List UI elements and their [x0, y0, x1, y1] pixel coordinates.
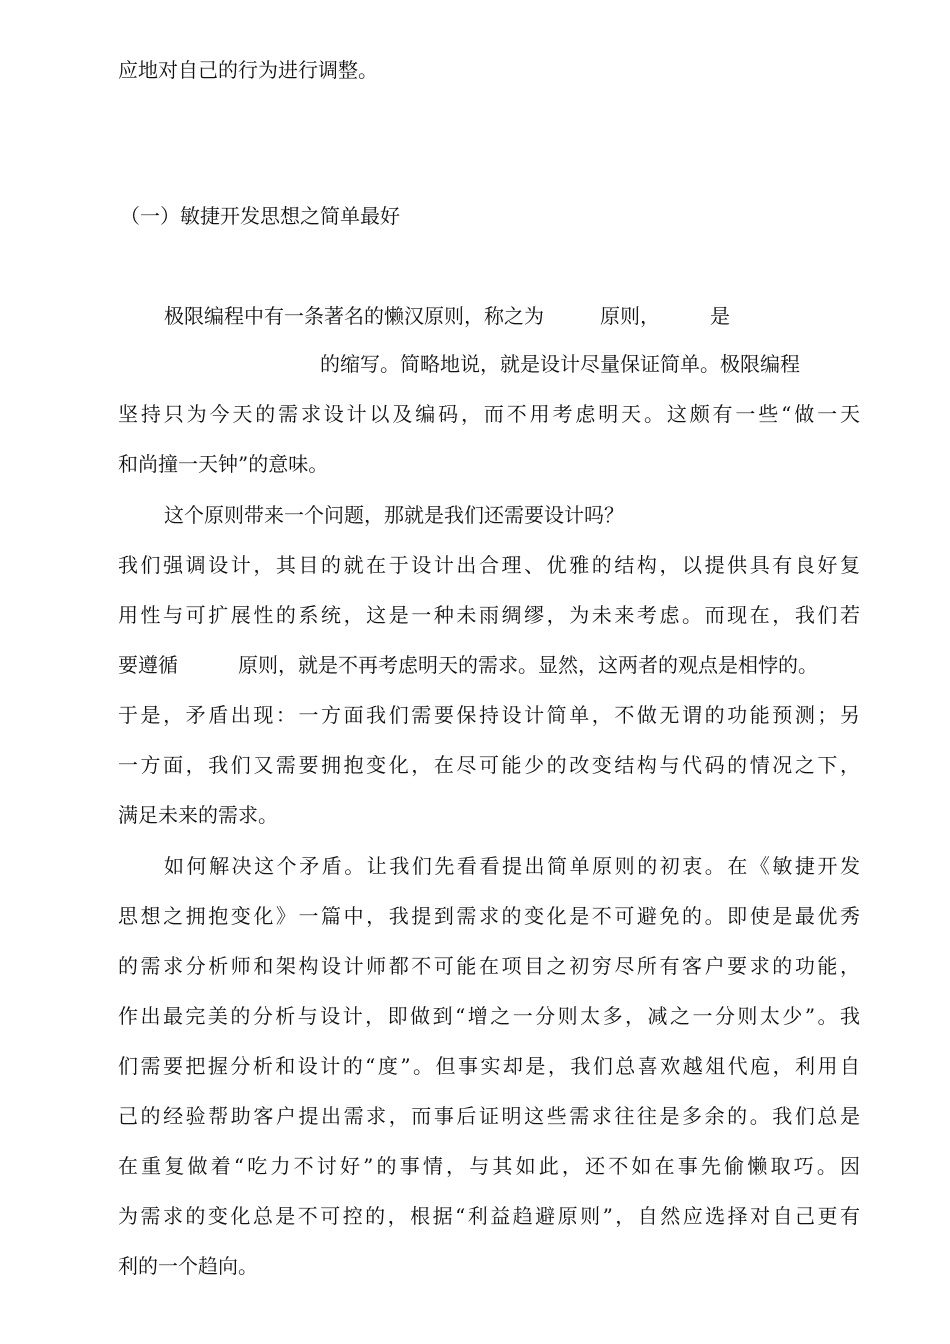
section-heading: （一）敏捷开发思想之简单最好: [120, 204, 400, 228]
paragraph-4-line-5: 们需要把握分析和设计的“度”。但事实却是，我们总喜欢越俎代庖，利用自: [118, 1054, 860, 1078]
paragraph-2-line-1: 这个原则带来一个问题，那就是我们还需要设计吗？: [164, 503, 624, 527]
paragraph-3-line-5: 一方面，我们又需要拥抱变化，在尽可能少的改变结构与代码的情况之下，: [118, 753, 860, 777]
paragraph-1-line-4: 和尚撞一天钟”的意味。: [118, 452, 329, 476]
p3-line3-part-b: 原则，就是不再考虑明天的需求。显然，这两者的观点是相悖的。: [238, 653, 818, 677]
paragraph-3-line-1: 我们强调设计，其目的就在于设计出合理、优雅的结构，以提供具有良好复: [118, 553, 860, 577]
paragraph-3-line-2: 用性与可扩展性的系统，这是一种未雨绸缪，为未来考虑。而现在，我们若: [118, 603, 860, 627]
intro-tail-line: 应地对自己的行为进行调整。: [118, 58, 378, 82]
paragraph-4-line-3: 的需求分析师和架构设计师都不可能在项目之初穷尽所有客户要求的功能，: [118, 954, 860, 978]
paragraph-1-line-3: 坚持只为今天的需求设计以及编码，而不用考虑明天。这颇有一些“做一天: [118, 402, 860, 426]
paragraph-4-line-6: 己的经验帮助客户提出需求，而事后证明这些需求往往是多余的。我们总是: [118, 1104, 860, 1128]
paragraph-4-line-4: 作出最完美的分析与设计，即做到“增之一分则太多，减之一分则太少”。我: [118, 1004, 860, 1028]
p1-line1-part-b: 原则，: [600, 304, 660, 328]
paragraph-4-line-8: 为需求的变化总是不可控的，根据“利益趋避原则”，自然应选择对自己更有: [118, 1204, 860, 1228]
paragraph-3-line-4: 于是，矛盾出现：一方面我们需要保持设计简单，不做无谓的功能预测；另: [118, 703, 860, 727]
paragraph-4-line-1: 如何解决这个矛盾。让我们先看看提出简单原则的初衷。在《敏捷开发: [164, 854, 860, 878]
paragraph-4-line-2: 思想之拥抱变化》一篇中，我提到需求的变化是不可避免的。即使是最优秀: [118, 904, 860, 928]
paragraph-1-line-2: 的缩写。简略地说，就是设计尽量保证简单。极限编程: [320, 352, 800, 376]
paragraph-4-line-9: 利的一个趋向。: [118, 1254, 258, 1278]
paragraph-4-line-7: 在重复做着“吃力不讨好”的事情，与其如此，还不如在事先偷懒取巧。因: [118, 1154, 860, 1178]
p1-line1-part-a: 极限编程中有一条著名的懒汉原则，称之为: [164, 304, 544, 328]
paragraph-3-line-3: [118, 653, 818, 677]
p1-line1-part-c: 是: [710, 304, 730, 328]
paragraph-1-line-1: [164, 304, 730, 328]
p3-line3-part-a: 要遵循: [118, 653, 178, 677]
paragraph-3-line-6: 满足未来的需求。: [118, 803, 278, 827]
